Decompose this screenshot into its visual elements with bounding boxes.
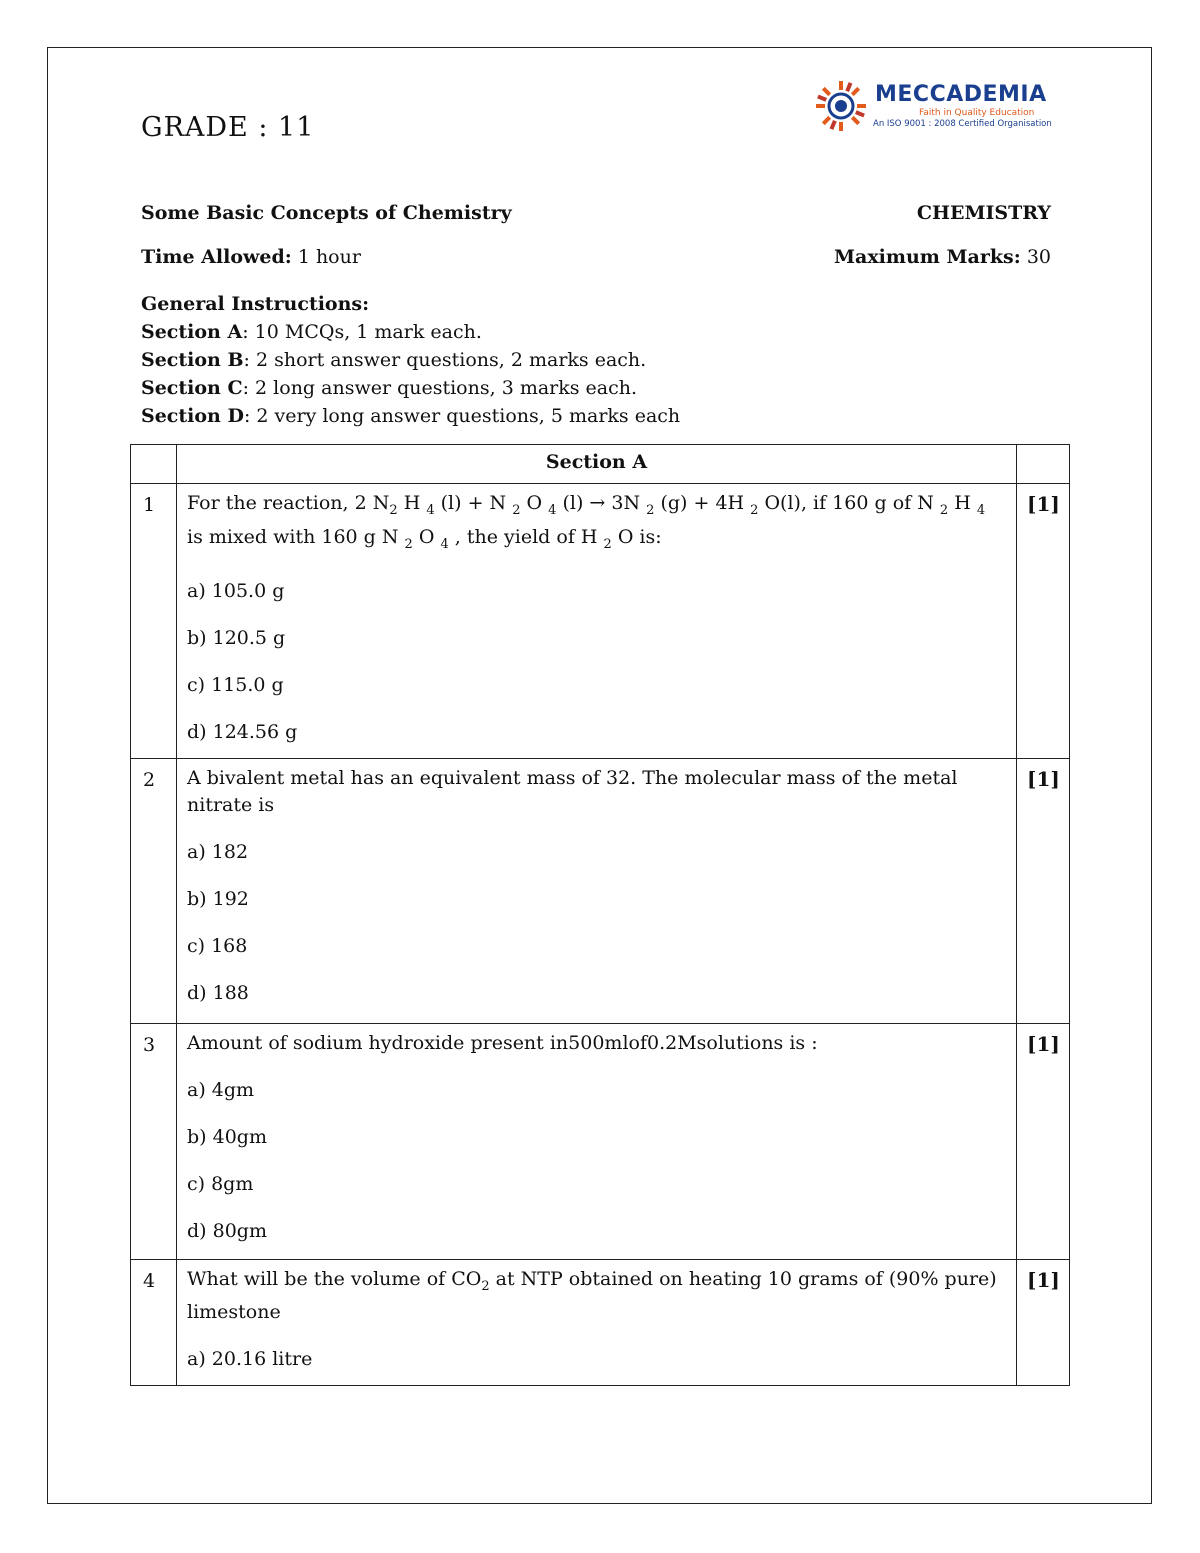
question-body (177, 758, 1017, 1023)
option-b[interactable]: b) 192 (187, 887, 249, 910)
section-title: Section A (177, 445, 1017, 484)
question-text: A bivalent metal has an equivalent mass of 32. The molecular mass of the metal nitrate is (187, 766, 958, 816)
maximum-marks: Maximum Marks: 30 (834, 246, 1051, 268)
question-text: What will be the volume of $CO_2$ at NTP obtained on heating 10 grams of (90% pure) limestone (187, 1267, 997, 1324)
meccademia-logo (815, 78, 1055, 134)
option-c[interactable]: c) 8gm (187, 1172, 254, 1195)
question-marks: [1] (1017, 484, 1070, 759)
topic-title: Some Basic Concepts of Chemistry (141, 202, 512, 224)
instruction-item: Section B: 2 short answer questions, 2 marks each. (141, 349, 647, 371)
questions-table (130, 444, 1070, 1386)
question-body (177, 1023, 1017, 1259)
option-b[interactable]: b) 120.5 g (187, 626, 286, 649)
instruction-item: Section D: 2 very long answer questions, 5 marks each (141, 405, 681, 427)
sunburst-logo-icon (815, 80, 867, 132)
question-row (131, 1023, 1070, 1259)
option-d[interactable]: d) 80gm (187, 1219, 267, 1242)
question-marks: [1] (1017, 1023, 1070, 1259)
instructions-title: General Instructions: (141, 293, 370, 315)
option-a[interactable]: a) 182 (187, 840, 249, 863)
question-body (177, 1259, 1017, 1386)
question-marks: [1] (1017, 1259, 1070, 1386)
time-allowed: Time Allowed: 1 hour (141, 246, 361, 268)
question-text: For the reaction, 2 $N_2$ H $_4$ (l) + N $_2$ O $_4$ (l) → 3N $_2$ (g) + 4H $_2$ O(l), if 160 g of N $_2$ H $_4$ is mixed with 160 g N $_2$ O $_4$ , the yield of H $_2$ O is: (187, 492, 986, 552)
question-body (177, 484, 1017, 759)
question-row (131, 1259, 1070, 1386)
option-a[interactable]: a) 20.16 litre (187, 1348, 313, 1371)
instruction-item: Section A: 10 MCQs, 1 mark each. (141, 321, 482, 343)
subject-title: CHEMISTRY (916, 202, 1051, 224)
question-marks: [1] (1017, 758, 1070, 1023)
option-c[interactable]: c) 115.0 g (187, 673, 284, 696)
question-text: Amount of sodium hydroxide present in500mlof0.2Msolutions is : (187, 1031, 818, 1054)
option-d[interactable]: d) 188 (187, 981, 249, 1004)
grade-heading: GRADE : 11 (141, 112, 315, 143)
option-b[interactable]: b) 40gm (187, 1125, 267, 1148)
question-row (131, 758, 1070, 1023)
logo-iso-text: An ISO 9001 : 2008 Certified Organisation (873, 119, 1052, 129)
logo-title: MECCADEMIA (875, 82, 1047, 107)
option-a[interactable]: a) 105.0 g (187, 579, 285, 602)
question-number: 4 (131, 1259, 177, 1386)
option-c[interactable]: c) 168 (187, 934, 248, 957)
logo-tagline: Faith in Quality Education (919, 108, 1035, 118)
general-instructions (141, 290, 680, 430)
question-row (131, 484, 1070, 759)
question-number: 3 (131, 1023, 177, 1259)
question-number: 1 (131, 484, 177, 759)
option-d[interactable]: d) 124.56 g (187, 720, 298, 743)
time-marks-row (141, 246, 1051, 268)
option-a[interactable]: a) 4gm (187, 1078, 255, 1101)
instruction-item: Section C: 2 long answer questions, 3 marks each. (141, 377, 638, 399)
section-header-row (131, 445, 1070, 484)
question-number: 2 (131, 758, 177, 1023)
topic-row (141, 202, 1051, 224)
